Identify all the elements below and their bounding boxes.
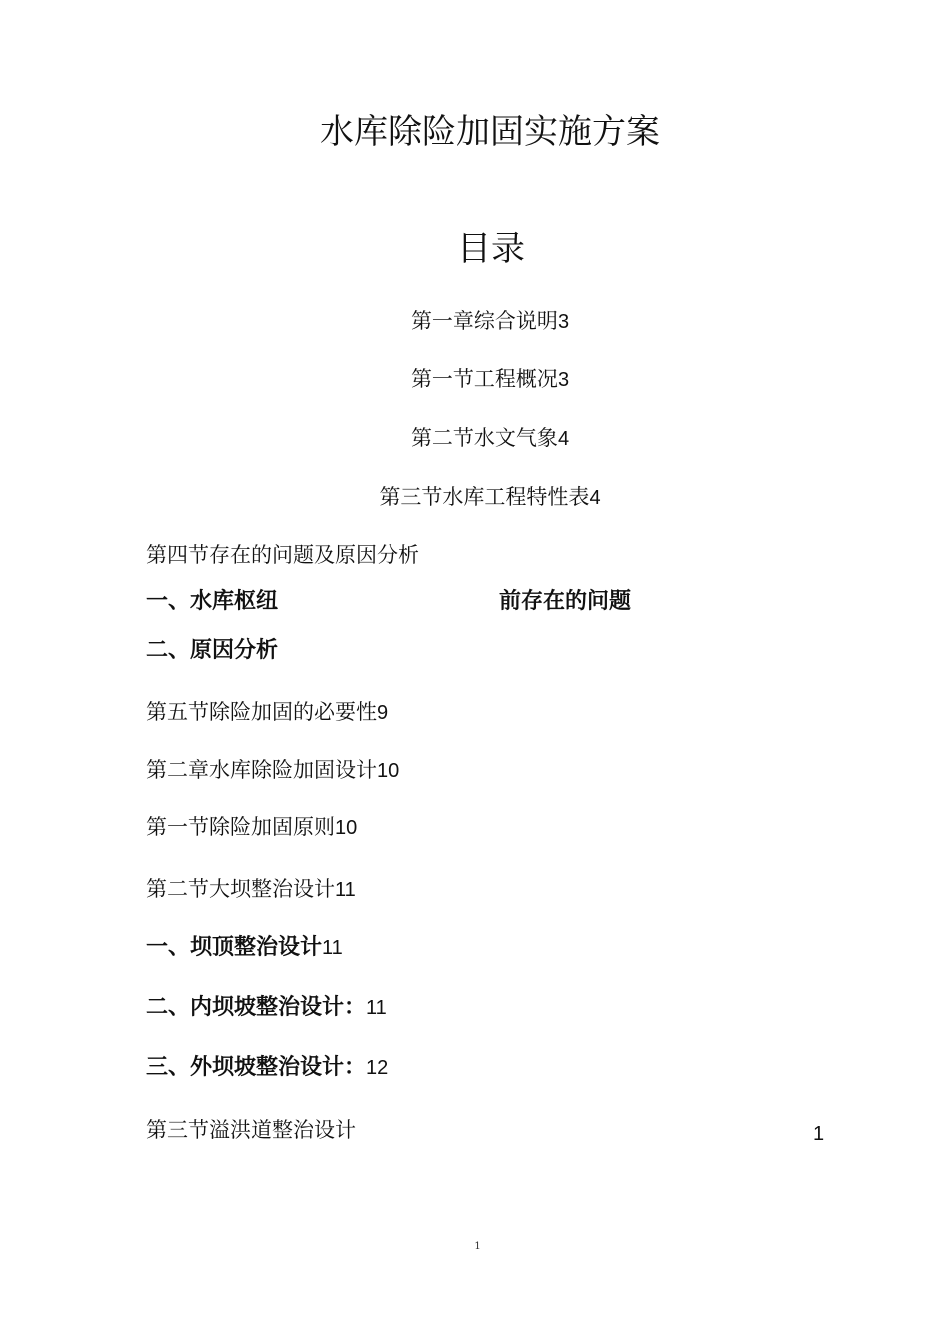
- toc-entry-text: 二、内坝坡整治设计：: [146, 995, 367, 1020]
- toc-entry-chapter-1[interactable]: [0, 311, 950, 332]
- toc-entry-page: 11: [366, 997, 387, 1019]
- toc-heading: 目录: [457, 229, 525, 269]
- toc-entry-text: 第二章水库除险加固设计: [146, 758, 377, 782]
- toc-entry-text: 第三节水库工程特性表: [379, 485, 590, 509]
- toc-entry-section-2-1[interactable]: [146, 817, 357, 838]
- toc-entry-text: 第一节工程概况: [410, 367, 558, 391]
- toc-entry-text: 三、外坝坡整治设计：: [146, 1055, 367, 1080]
- page-number-footer: 1: [474, 1241, 481, 1252]
- toc-entry-text: 第一章综合说明: [410, 309, 558, 333]
- toc-entry-text: 第二节大坝整治设计: [146, 877, 335, 901]
- toc-entry-item-2-2-3[interactable]: [146, 1057, 388, 1079]
- toc-entry-section-1-4[interactable]: [146, 545, 419, 566]
- document-title: 水库除险加固实施方案: [320, 112, 660, 152]
- toc-entry-text: 一、坝顶整治设计: [146, 935, 323, 960]
- toc-entry-page: 10: [335, 817, 358, 839]
- toc-entry-section-2-3[interactable]: [146, 1120, 356, 1141]
- toc-entry-page: 4: [589, 487, 601, 509]
- toc-entry-section-2-2[interactable]: [146, 879, 356, 900]
- toc-entry-section-1-1[interactable]: [0, 369, 950, 390]
- toc-entry-page: 12: [366, 1057, 389, 1079]
- toc-entry-text: 前存在的问题: [499, 589, 632, 614]
- toc-entry-text: 一、水库枢纽: [146, 589, 279, 614]
- toc-entry-text: 第二节水文气象: [410, 426, 558, 450]
- toc-entry-text: 第五节除险加固的必要性: [146, 700, 377, 724]
- toc-entry-section-1-3[interactable]: [0, 487, 950, 508]
- toc-entry-item-1-4-2[interactable]: [146, 640, 278, 662]
- toc-entry-text: 第四节存在的问题及原因分析: [146, 543, 419, 567]
- toc-entry-section-1-5[interactable]: [146, 702, 388, 723]
- toc-entry-item-1-4-1[interactable]: [146, 591, 278, 613]
- toc-entry-page: 11: [322, 937, 343, 959]
- toc-entry-item-2-2-2[interactable]: [146, 997, 387, 1019]
- toc-entry-text: 第三节溢洪道整治设计: [146, 1118, 356, 1142]
- toc-entry-item-2-2-1[interactable]: [146, 937, 343, 959]
- toc-entry-page: 9: [377, 702, 389, 724]
- toc-entry-page: 3: [557, 311, 570, 333]
- toc-entry-page: 3: [557, 369, 570, 391]
- toc-entry-page: 10: [377, 760, 400, 782]
- toc-entry-page: 11: [335, 879, 356, 901]
- toc-entry-text: 第一节除险加固原则: [146, 815, 335, 839]
- toc-entry-item-1-4-1-continued[interactable]: [499, 591, 631, 613]
- toc-entry-text: 二、原因分析: [146, 638, 279, 663]
- toc-entry-chapter-2[interactable]: [146, 760, 399, 781]
- toc-entry-page: 4: [557, 428, 570, 450]
- toc-entry-page: 1: [813, 1123, 825, 1145]
- toc-entry-section-1-2[interactable]: [0, 428, 950, 449]
